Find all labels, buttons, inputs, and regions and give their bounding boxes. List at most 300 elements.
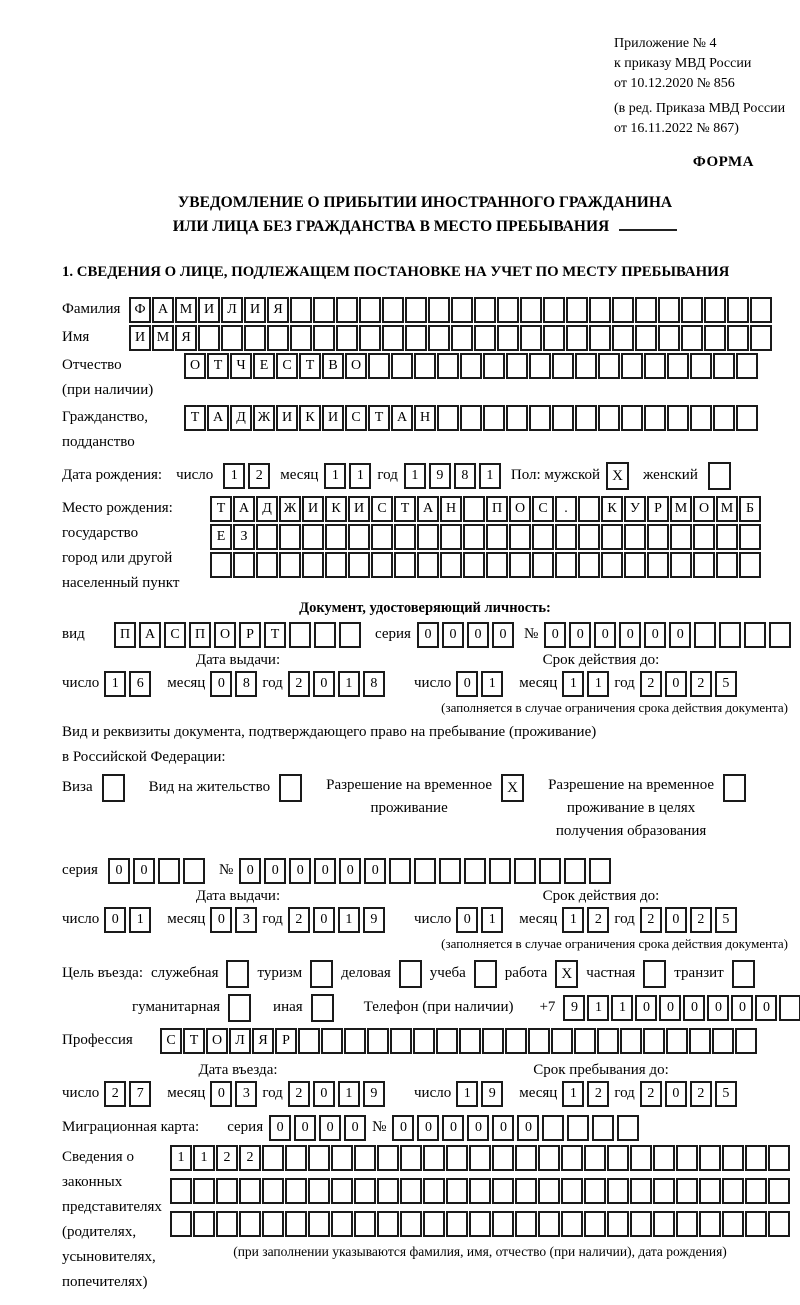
purpose-tourism-checkbox[interactable] bbox=[310, 960, 333, 988]
form-cell[interactable] bbox=[331, 1178, 353, 1204]
form-cell[interactable] bbox=[520, 297, 542, 323]
form-cell[interactable]: Т bbox=[394, 496, 416, 522]
form-cell[interactable] bbox=[331, 1211, 353, 1237]
form-cell[interactable] bbox=[460, 353, 482, 379]
form-cell[interactable]: 0 bbox=[635, 995, 657, 1021]
form-cell[interactable] bbox=[515, 1211, 537, 1237]
form-cell[interactable] bbox=[538, 1211, 560, 1237]
form-cell[interactable] bbox=[382, 325, 404, 351]
form-cell[interactable] bbox=[584, 1145, 606, 1171]
form-cell[interactable]: 1 bbox=[338, 1081, 360, 1107]
form-cell[interactable] bbox=[529, 405, 551, 431]
form-cell[interactable]: 9 bbox=[363, 907, 385, 933]
form-cell[interactable] bbox=[736, 405, 758, 431]
form-cell[interactable] bbox=[575, 353, 597, 379]
form-cell[interactable] bbox=[371, 524, 393, 550]
form-cell[interactable]: 0 bbox=[517, 1115, 539, 1141]
form-cell[interactable] bbox=[336, 325, 358, 351]
form-cell[interactable] bbox=[676, 1178, 698, 1204]
form-cell[interactable]: 2 bbox=[288, 1081, 310, 1107]
form-cell[interactable]: Е bbox=[253, 353, 275, 379]
form-cell[interactable] bbox=[377, 1178, 399, 1204]
form-cell[interactable] bbox=[313, 325, 335, 351]
form-cell[interactable] bbox=[446, 1211, 468, 1237]
form-cell[interactable] bbox=[745, 1145, 767, 1171]
form-cell[interactable] bbox=[575, 405, 597, 431]
form-cell[interactable] bbox=[561, 1145, 583, 1171]
form-cell[interactable]: 0 bbox=[442, 1115, 464, 1141]
form-cell[interactable] bbox=[285, 1178, 307, 1204]
form-cell[interactable] bbox=[506, 353, 528, 379]
form-cell[interactable] bbox=[428, 325, 450, 351]
form-cell[interactable] bbox=[552, 353, 574, 379]
form-cell[interactable]: 0 bbox=[133, 858, 155, 884]
form-cell[interactable]: 2 bbox=[690, 1081, 712, 1107]
form-cell[interactable]: Н bbox=[414, 405, 436, 431]
form-cell[interactable] bbox=[285, 1145, 307, 1171]
form-cell[interactable]: 0 bbox=[339, 858, 361, 884]
form-cell[interactable] bbox=[440, 552, 462, 578]
form-cell[interactable] bbox=[367, 1028, 389, 1054]
form-cell[interactable] bbox=[538, 1178, 560, 1204]
purpose-transit-checkbox[interactable] bbox=[732, 960, 755, 988]
form-cell[interactable] bbox=[368, 353, 390, 379]
form-cell[interactable] bbox=[532, 524, 554, 550]
form-cell[interactable]: Л bbox=[221, 297, 243, 323]
form-cell[interactable]: 0 bbox=[313, 1081, 335, 1107]
form-cell[interactable] bbox=[769, 622, 791, 648]
form-cell[interactable] bbox=[391, 353, 413, 379]
form-cell[interactable] bbox=[592, 1115, 614, 1141]
form-cell[interactable] bbox=[538, 1145, 560, 1171]
form-cell[interactable] bbox=[566, 325, 588, 351]
form-cell[interactable] bbox=[497, 297, 519, 323]
form-cell[interactable]: А bbox=[233, 496, 255, 522]
form-cell[interactable] bbox=[532, 552, 554, 578]
form-cell[interactable] bbox=[377, 1145, 399, 1171]
form-cell[interactable]: П bbox=[189, 622, 211, 648]
form-cell[interactable]: 0 bbox=[544, 622, 566, 648]
form-cell[interactable] bbox=[745, 1178, 767, 1204]
form-cell[interactable] bbox=[578, 496, 600, 522]
sex-male-checkbox[interactable]: X bbox=[606, 462, 629, 490]
form-cell[interactable] bbox=[635, 297, 657, 323]
form-cell[interactable] bbox=[359, 297, 381, 323]
form-cell[interactable] bbox=[509, 524, 531, 550]
form-cell[interactable]: 1 bbox=[223, 463, 245, 489]
form-cell[interactable] bbox=[298, 1028, 320, 1054]
form-cell[interactable]: О bbox=[345, 353, 367, 379]
form-cell[interactable] bbox=[589, 325, 611, 351]
form-cell[interactable]: 0 bbox=[492, 622, 514, 648]
form-cell[interactable] bbox=[290, 325, 312, 351]
form-cell[interactable]: 0 bbox=[665, 671, 687, 697]
form-cell[interactable] bbox=[446, 1145, 468, 1171]
form-cell[interactable] bbox=[681, 325, 703, 351]
form-cell[interactable] bbox=[598, 353, 620, 379]
form-cell[interactable] bbox=[620, 1028, 642, 1054]
form-cell[interactable]: А bbox=[139, 622, 161, 648]
form-cell[interactable]: А bbox=[391, 405, 413, 431]
form-cell[interactable]: 1 bbox=[456, 1081, 478, 1107]
form-cell[interactable]: Д bbox=[230, 405, 252, 431]
form-cell[interactable]: Ч bbox=[230, 353, 252, 379]
form-cell[interactable] bbox=[221, 325, 243, 351]
form-cell[interactable] bbox=[630, 1211, 652, 1237]
form-cell[interactable] bbox=[440, 524, 462, 550]
form-cell[interactable] bbox=[382, 297, 404, 323]
form-cell[interactable] bbox=[256, 552, 278, 578]
form-cell[interactable] bbox=[290, 297, 312, 323]
form-cell[interactable] bbox=[551, 1028, 573, 1054]
form-cell[interactable] bbox=[713, 353, 735, 379]
form-cell[interactable] bbox=[256, 524, 278, 550]
form-cell[interactable] bbox=[719, 622, 741, 648]
form-cell[interactable] bbox=[543, 325, 565, 351]
form-cell[interactable] bbox=[542, 1115, 564, 1141]
form-cell[interactable] bbox=[514, 858, 536, 884]
form-cell[interactable] bbox=[630, 1145, 652, 1171]
form-cell[interactable]: 0 bbox=[442, 622, 464, 648]
form-cell[interactable]: 1 bbox=[129, 907, 151, 933]
form-cell[interactable]: 1 bbox=[479, 463, 501, 489]
form-cell[interactable] bbox=[693, 552, 715, 578]
form-cell[interactable] bbox=[574, 1028, 596, 1054]
form-cell[interactable] bbox=[624, 524, 646, 550]
form-cell[interactable] bbox=[390, 1028, 412, 1054]
form-cell[interactable] bbox=[644, 353, 666, 379]
form-cell[interactable]: К bbox=[601, 496, 623, 522]
form-cell[interactable]: И bbox=[322, 405, 344, 431]
form-cell[interactable]: О bbox=[214, 622, 236, 648]
form-cell[interactable]: М bbox=[670, 496, 692, 522]
form-cell[interactable] bbox=[302, 552, 324, 578]
form-cell[interactable] bbox=[624, 552, 646, 578]
form-cell[interactable] bbox=[528, 1028, 550, 1054]
form-cell[interactable]: 0 bbox=[456, 907, 478, 933]
form-cell[interactable] bbox=[439, 858, 461, 884]
form-cell[interactable] bbox=[497, 325, 519, 351]
form-cell[interactable]: Т bbox=[264, 622, 286, 648]
purpose-other-checkbox[interactable] bbox=[311, 994, 334, 1022]
form-cell[interactable] bbox=[183, 858, 205, 884]
form-cell[interactable] bbox=[607, 1178, 629, 1204]
form-cell[interactable]: 2 bbox=[690, 907, 712, 933]
form-cell[interactable] bbox=[193, 1178, 215, 1204]
form-cell[interactable]: 0 bbox=[210, 671, 232, 697]
form-cell[interactable]: 3 bbox=[235, 1081, 257, 1107]
form-cell[interactable]: Т bbox=[184, 405, 206, 431]
form-cell[interactable] bbox=[354, 1211, 376, 1237]
form-cell[interactable] bbox=[653, 1178, 675, 1204]
form-cell[interactable]: И bbox=[129, 325, 151, 351]
form-cell[interactable] bbox=[621, 405, 643, 431]
form-cell[interactable] bbox=[670, 552, 692, 578]
form-cell[interactable] bbox=[170, 1211, 192, 1237]
form-cell[interactable] bbox=[716, 524, 738, 550]
form-cell[interactable]: А bbox=[417, 496, 439, 522]
form-cell[interactable] bbox=[451, 325, 473, 351]
form-cell[interactable]: Е bbox=[210, 524, 232, 550]
form-cell[interactable] bbox=[262, 1211, 284, 1237]
form-cell[interactable]: Л bbox=[229, 1028, 251, 1054]
form-cell[interactable] bbox=[469, 1178, 491, 1204]
form-cell[interactable]: 1 bbox=[404, 463, 426, 489]
form-cell[interactable] bbox=[371, 552, 393, 578]
form-cell[interactable] bbox=[482, 1028, 504, 1054]
form-cell[interactable] bbox=[566, 297, 588, 323]
form-cell[interactable]: С bbox=[164, 622, 186, 648]
form-cell[interactable] bbox=[308, 1178, 330, 1204]
form-cell[interactable] bbox=[486, 552, 508, 578]
form-cell[interactable]: 0 bbox=[314, 858, 336, 884]
form-cell[interactable]: 0 bbox=[619, 622, 641, 648]
form-cell[interactable] bbox=[463, 496, 485, 522]
form-cell[interactable] bbox=[394, 552, 416, 578]
form-cell[interactable] bbox=[543, 297, 565, 323]
form-cell[interactable] bbox=[722, 1211, 744, 1237]
form-cell[interactable]: 1 bbox=[562, 671, 584, 697]
form-cell[interactable]: . bbox=[555, 496, 577, 522]
form-cell[interactable] bbox=[313, 297, 335, 323]
form-cell[interactable] bbox=[469, 1211, 491, 1237]
form-cell[interactable] bbox=[666, 1028, 688, 1054]
form-cell[interactable]: 0 bbox=[659, 995, 681, 1021]
form-cell[interactable] bbox=[704, 297, 726, 323]
form-cell[interactable] bbox=[348, 524, 370, 550]
form-cell[interactable] bbox=[451, 297, 473, 323]
form-cell[interactable] bbox=[423, 1211, 445, 1237]
form-cell[interactable] bbox=[561, 1178, 583, 1204]
form-cell[interactable]: 1 bbox=[587, 995, 609, 1021]
form-cell[interactable]: 0 bbox=[665, 1081, 687, 1107]
form-cell[interactable] bbox=[436, 1028, 458, 1054]
form-cell[interactable] bbox=[699, 1178, 721, 1204]
form-cell[interactable] bbox=[417, 552, 439, 578]
form-cell[interactable] bbox=[492, 1145, 514, 1171]
form-cell[interactable] bbox=[413, 1028, 435, 1054]
form-cell[interactable] bbox=[417, 524, 439, 550]
form-cell[interactable] bbox=[584, 1211, 606, 1237]
form-cell[interactable] bbox=[336, 297, 358, 323]
form-cell[interactable]: 5 bbox=[715, 671, 737, 697]
form-cell[interactable] bbox=[308, 1211, 330, 1237]
form-cell[interactable] bbox=[578, 524, 600, 550]
form-cell[interactable] bbox=[745, 1211, 767, 1237]
purpose-private-checkbox[interactable] bbox=[643, 960, 666, 988]
form-cell[interactable]: 1 bbox=[349, 463, 371, 489]
form-cell[interactable]: 9 bbox=[363, 1081, 385, 1107]
form-cell[interactable] bbox=[667, 353, 689, 379]
form-cell[interactable] bbox=[233, 552, 255, 578]
form-cell[interactable]: А bbox=[152, 297, 174, 323]
form-cell[interactable]: 2 bbox=[288, 671, 310, 697]
form-cell[interactable]: 2 bbox=[104, 1081, 126, 1107]
form-cell[interactable] bbox=[483, 405, 505, 431]
form-cell[interactable] bbox=[400, 1211, 422, 1237]
form-cell[interactable]: 0 bbox=[492, 1115, 514, 1141]
form-cell[interactable]: С bbox=[345, 405, 367, 431]
form-cell[interactable]: 0 bbox=[104, 907, 126, 933]
form-cell[interactable] bbox=[699, 1211, 721, 1237]
form-cell[interactable] bbox=[689, 1028, 711, 1054]
form-cell[interactable]: 1 bbox=[481, 671, 503, 697]
form-cell[interactable]: И bbox=[244, 297, 266, 323]
form-cell[interactable] bbox=[506, 405, 528, 431]
form-cell[interactable] bbox=[492, 1211, 514, 1237]
form-cell[interactable] bbox=[589, 858, 611, 884]
form-cell[interactable]: З bbox=[233, 524, 255, 550]
form-cell[interactable]: М bbox=[175, 297, 197, 323]
form-cell[interactable]: 0 bbox=[313, 671, 335, 697]
form-cell[interactable]: 1 bbox=[562, 1081, 584, 1107]
form-cell[interactable]: 0 bbox=[456, 671, 478, 697]
form-cell[interactable]: 3 bbox=[235, 907, 257, 933]
form-cell[interactable]: Р bbox=[239, 622, 261, 648]
form-cell[interactable]: 0 bbox=[269, 1115, 291, 1141]
form-cell[interactable] bbox=[394, 524, 416, 550]
form-cell[interactable]: 1 bbox=[193, 1145, 215, 1171]
form-cell[interactable] bbox=[690, 353, 712, 379]
form-cell[interactable]: 0 bbox=[467, 1115, 489, 1141]
form-cell[interactable] bbox=[339, 622, 361, 648]
form-cell[interactable] bbox=[509, 552, 531, 578]
form-cell[interactable]: 0 bbox=[644, 622, 666, 648]
form-cell[interactable] bbox=[612, 325, 634, 351]
form-cell[interactable]: У bbox=[624, 496, 646, 522]
form-cell[interactable] bbox=[244, 325, 266, 351]
form-cell[interactable]: Я bbox=[252, 1028, 274, 1054]
form-cell[interactable]: 2 bbox=[239, 1145, 261, 1171]
form-cell[interactable] bbox=[607, 1211, 629, 1237]
form-cell[interactable]: 0 bbox=[669, 622, 691, 648]
form-cell[interactable]: С bbox=[371, 496, 393, 522]
form-cell[interactable]: 0 bbox=[731, 995, 753, 1021]
form-cell[interactable] bbox=[446, 1178, 468, 1204]
form-cell[interactable]: 0 bbox=[665, 907, 687, 933]
form-cell[interactable] bbox=[359, 325, 381, 351]
form-cell[interactable]: Н bbox=[440, 496, 462, 522]
form-cell[interactable] bbox=[354, 1145, 376, 1171]
form-cell[interactable]: 1 bbox=[324, 463, 346, 489]
form-cell[interactable] bbox=[667, 405, 689, 431]
form-cell[interactable] bbox=[193, 1211, 215, 1237]
purpose-work-checkbox[interactable]: X bbox=[555, 960, 578, 988]
form-cell[interactable] bbox=[400, 1145, 422, 1171]
form-cell[interactable]: Р bbox=[275, 1028, 297, 1054]
form-cell[interactable]: Ж bbox=[253, 405, 275, 431]
form-cell[interactable] bbox=[463, 524, 485, 550]
residence-permit-checkbox[interactable] bbox=[279, 774, 302, 802]
form-cell[interactable] bbox=[520, 325, 542, 351]
form-cell[interactable] bbox=[612, 297, 634, 323]
form-cell[interactable] bbox=[658, 297, 680, 323]
form-cell[interactable]: О bbox=[693, 496, 715, 522]
form-cell[interactable] bbox=[308, 1145, 330, 1171]
form-cell[interactable] bbox=[515, 1178, 537, 1204]
form-cell[interactable]: 1 bbox=[481, 907, 503, 933]
form-cell[interactable] bbox=[564, 858, 586, 884]
form-cell[interactable] bbox=[552, 405, 574, 431]
form-cell[interactable] bbox=[735, 1028, 757, 1054]
form-cell[interactable]: 1 bbox=[611, 995, 633, 1021]
form-cell[interactable]: О bbox=[184, 353, 206, 379]
form-cell[interactable] bbox=[555, 524, 577, 550]
form-cell[interactable]: 2 bbox=[640, 907, 662, 933]
form-cell[interactable] bbox=[727, 325, 749, 351]
form-cell[interactable]: М bbox=[716, 496, 738, 522]
form-cell[interactable] bbox=[389, 858, 411, 884]
form-cell[interactable] bbox=[325, 552, 347, 578]
form-cell[interactable]: 1 bbox=[104, 671, 126, 697]
form-cell[interactable] bbox=[262, 1178, 284, 1204]
form-cell[interactable] bbox=[601, 524, 623, 550]
form-cell[interactable]: А bbox=[207, 405, 229, 431]
purpose-official-checkbox[interactable] bbox=[226, 960, 249, 988]
form-cell[interactable] bbox=[423, 1178, 445, 1204]
form-cell[interactable]: И bbox=[276, 405, 298, 431]
form-cell[interactable] bbox=[377, 1211, 399, 1237]
form-cell[interactable]: И bbox=[198, 297, 220, 323]
form-cell[interactable]: О bbox=[206, 1028, 228, 1054]
form-cell[interactable]: 0 bbox=[392, 1115, 414, 1141]
form-cell[interactable] bbox=[239, 1178, 261, 1204]
form-cell[interactable]: 2 bbox=[640, 1081, 662, 1107]
form-cell[interactable]: Т bbox=[368, 405, 390, 431]
purpose-study-checkbox[interactable] bbox=[474, 960, 497, 988]
form-cell[interactable]: Б bbox=[739, 496, 761, 522]
form-cell[interactable]: 6 bbox=[129, 671, 151, 697]
form-cell[interactable] bbox=[354, 1178, 376, 1204]
form-cell[interactable]: М bbox=[152, 325, 174, 351]
form-cell[interactable] bbox=[736, 353, 758, 379]
form-cell[interactable]: 2 bbox=[248, 463, 270, 489]
form-cell[interactable] bbox=[459, 1028, 481, 1054]
form-cell[interactable] bbox=[598, 405, 620, 431]
form-cell[interactable]: С bbox=[532, 496, 554, 522]
form-cell[interactable] bbox=[486, 524, 508, 550]
form-cell[interactable] bbox=[423, 1145, 445, 1171]
sex-female-checkbox[interactable] bbox=[708, 462, 731, 490]
form-cell[interactable]: 2 bbox=[216, 1145, 238, 1171]
form-cell[interactable]: Я bbox=[267, 297, 289, 323]
form-cell[interactable]: 2 bbox=[288, 907, 310, 933]
form-cell[interactable] bbox=[492, 1178, 514, 1204]
form-cell[interactable]: П bbox=[486, 496, 508, 522]
form-cell[interactable] bbox=[643, 1028, 665, 1054]
temp-residence-education-checkbox[interactable] bbox=[723, 774, 746, 802]
form-cell[interactable] bbox=[750, 297, 772, 323]
form-cell[interactable]: 5 bbox=[715, 1081, 737, 1107]
form-cell[interactable] bbox=[437, 405, 459, 431]
form-cell[interactable] bbox=[464, 858, 486, 884]
form-cell[interactable] bbox=[314, 622, 336, 648]
form-cell[interactable] bbox=[670, 524, 692, 550]
form-cell[interactable] bbox=[647, 552, 669, 578]
form-cell[interactable]: И bbox=[302, 496, 324, 522]
form-cell[interactable] bbox=[621, 353, 643, 379]
form-cell[interactable]: И bbox=[348, 496, 370, 522]
form-cell[interactable] bbox=[463, 552, 485, 578]
form-cell[interactable] bbox=[768, 1145, 790, 1171]
form-cell[interactable] bbox=[704, 325, 726, 351]
form-cell[interactable] bbox=[601, 552, 623, 578]
form-cell[interactable] bbox=[414, 858, 436, 884]
form-cell[interactable] bbox=[400, 1178, 422, 1204]
form-cell[interactable]: О bbox=[509, 496, 531, 522]
form-cell[interactable] bbox=[555, 552, 577, 578]
form-cell[interactable]: 1 bbox=[562, 907, 584, 933]
